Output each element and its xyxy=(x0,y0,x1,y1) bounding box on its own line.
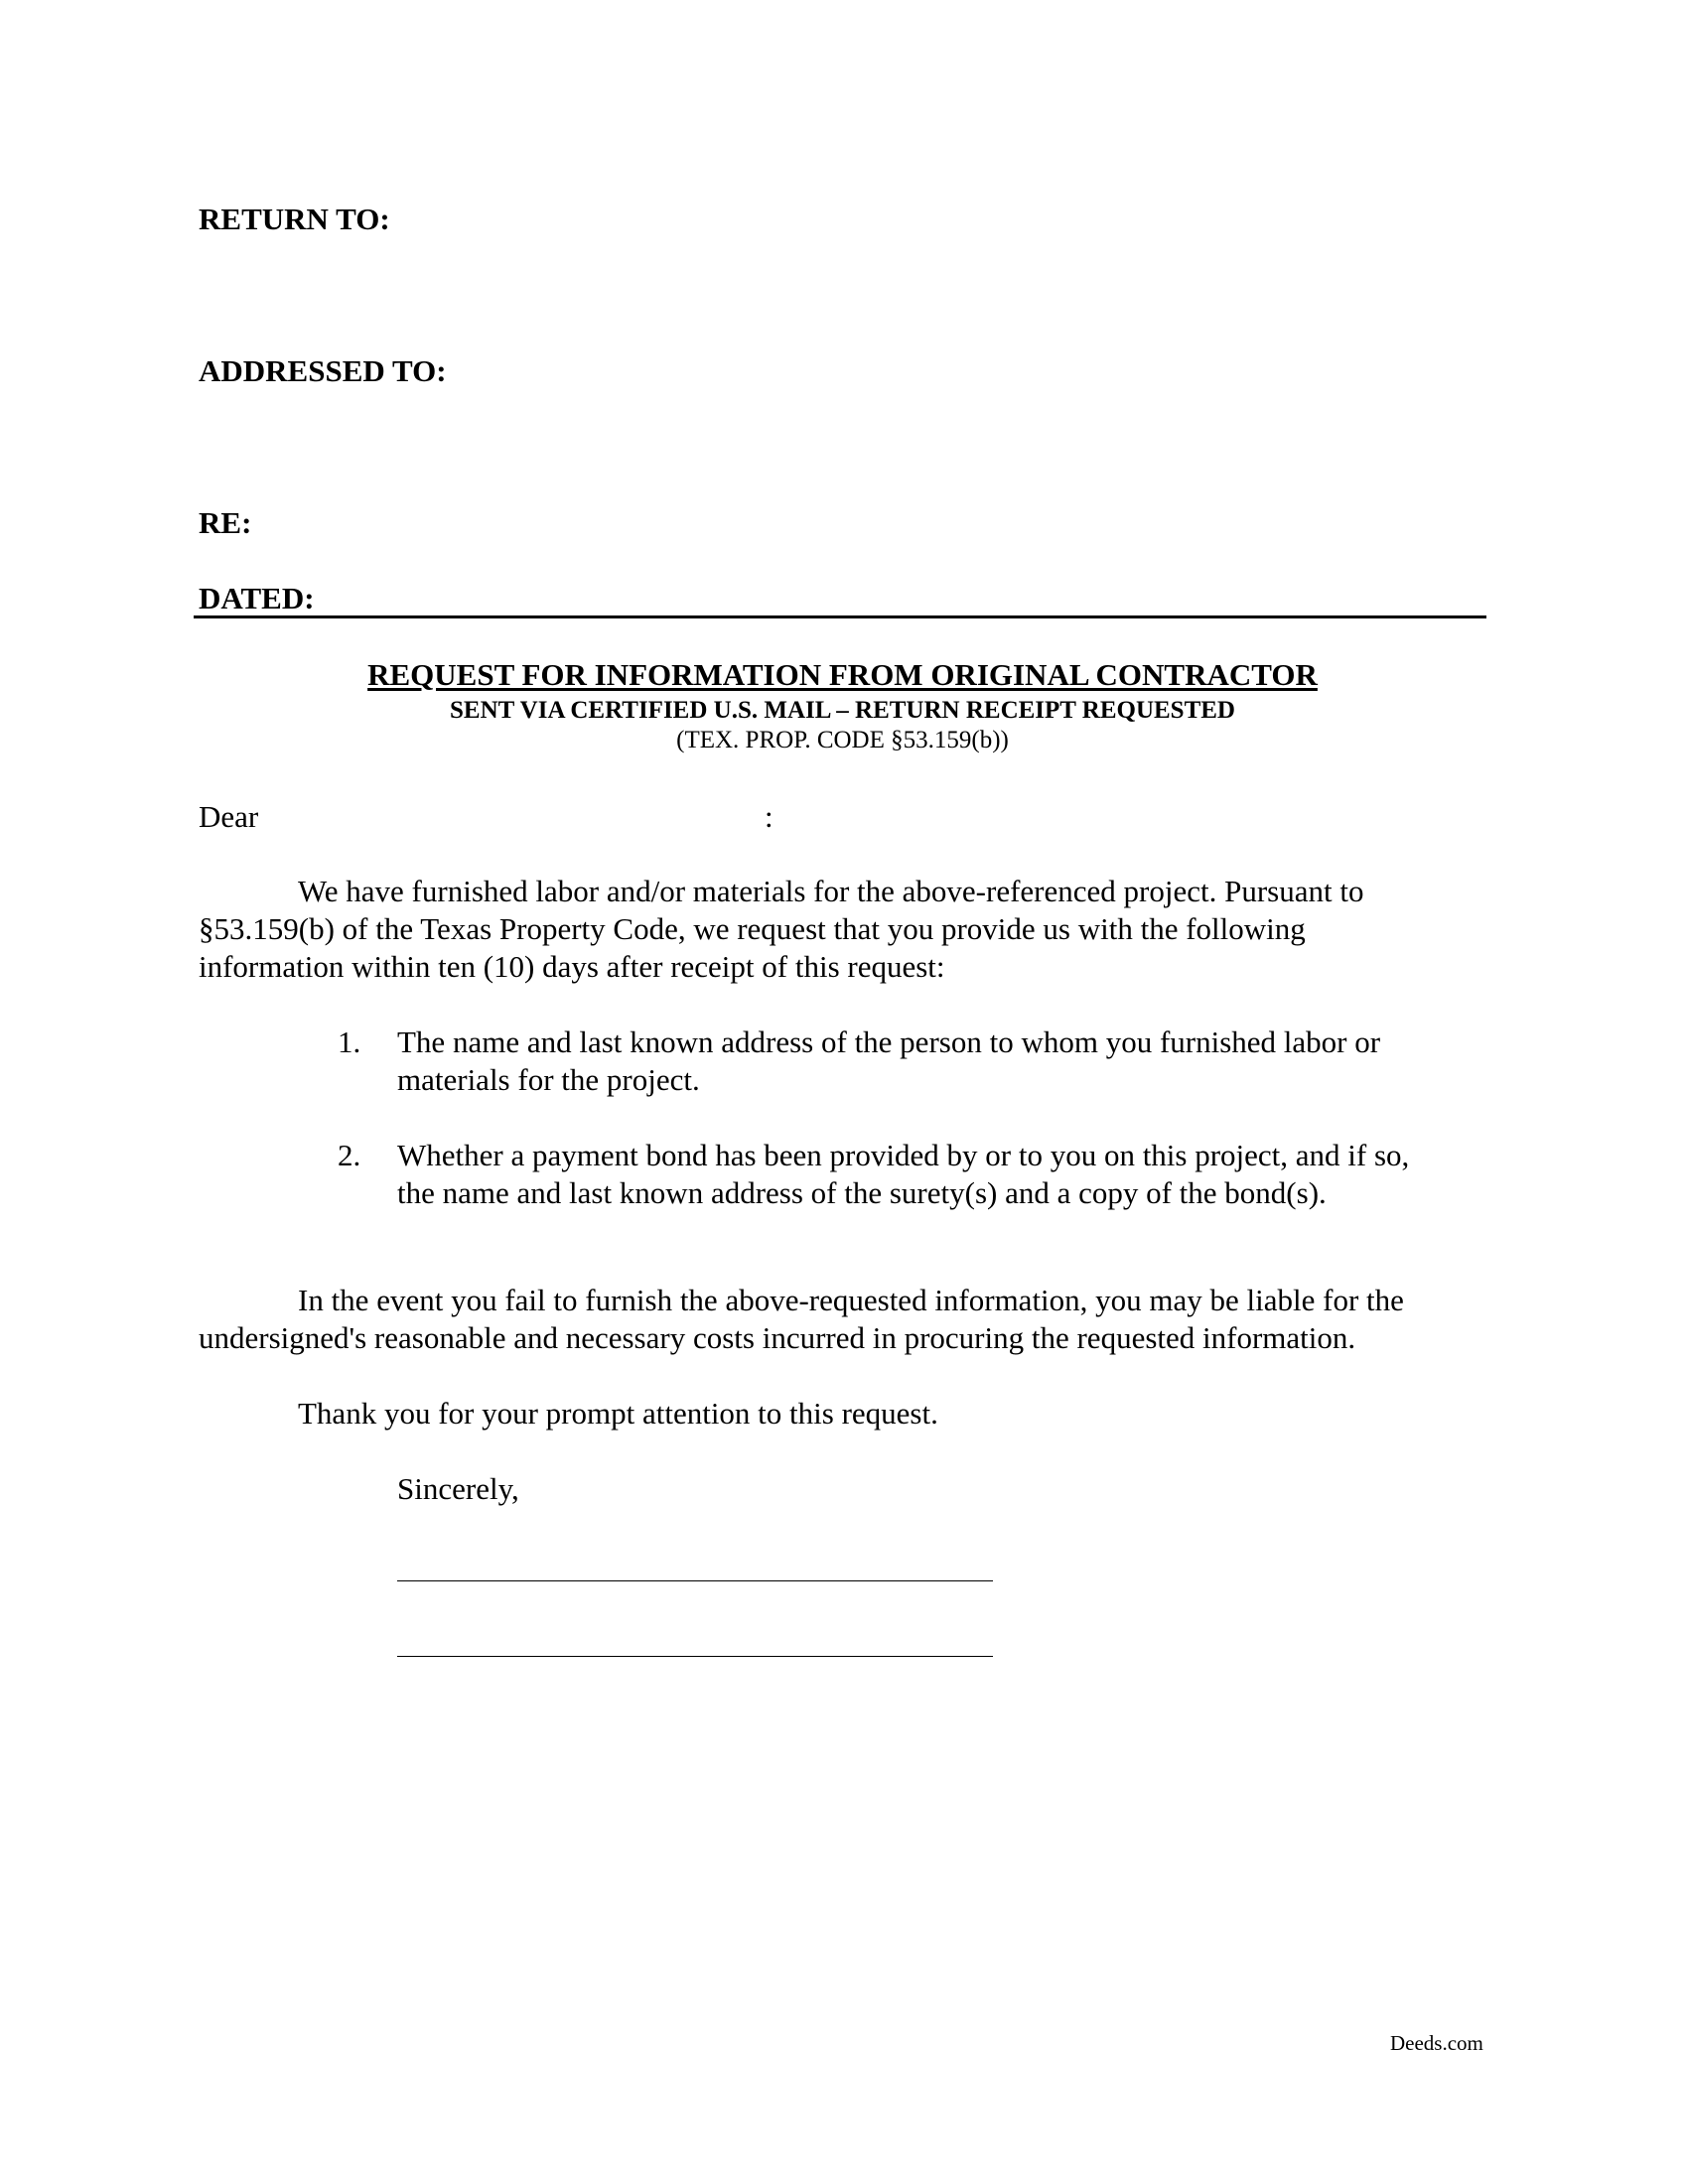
return-to-label: RETURN TO: xyxy=(199,202,390,236)
list-item-line: materials for the project. xyxy=(397,1062,700,1097)
thanks-paragraph xyxy=(199,1395,1499,1433)
liability-line-1: In the event you fail to furnish the above-requested information, you may be liable for the xyxy=(298,1283,1404,1317)
list-item-text xyxy=(397,1024,1380,1099)
signature-line xyxy=(397,1580,993,1581)
list-item-line: Whether a payment bond has been provided by or to you on this project, and if so, xyxy=(397,1138,1410,1172)
printed-name-line xyxy=(397,1656,993,1657)
dated-label: DATED: xyxy=(199,581,315,615)
closing-sincerely: Sincerely, xyxy=(397,1471,519,1506)
intro-line-2: §53.159(b) of the Texas Property Code, we request that you provide us with the following xyxy=(199,911,1306,946)
thanks-line: Thank you for your prompt attention to this request. xyxy=(298,1396,938,1431)
header-divider xyxy=(194,615,1486,618)
salutation-colon: : xyxy=(765,799,774,834)
list-item-number: 1. xyxy=(338,1024,361,1059)
statute-citation: (TEX. PROP. CODE §53.159(b)) xyxy=(676,727,1009,753)
list-item-number: 2. xyxy=(338,1138,361,1172)
intro-line-3: information within ten (10) days after receipt of this request: xyxy=(199,949,945,984)
footer-brand: Deeds.com xyxy=(1390,2031,1483,2055)
salutation-dear: Dear xyxy=(199,799,259,834)
intro-paragraph xyxy=(199,873,1499,986)
list-item-line: The name and last known address of the person to whom you furnished labor or xyxy=(397,1024,1381,1059)
liability-paragraph xyxy=(199,1282,1499,1357)
re-label: RE: xyxy=(199,505,252,540)
addressed-to-label: ADDRESSED TO: xyxy=(199,353,447,388)
liability-line-2: undersigned's reasonable and necessary costs incurred in procuring the requested information. xyxy=(199,1320,1356,1355)
intro-line-1: We have furnished labor and/or materials for the above-referenced project. Pursuant to xyxy=(298,874,1364,908)
list-item-line: the name and last known address of the surety(s) and a copy of the bond(s). xyxy=(397,1175,1327,1210)
list-item-text xyxy=(397,1137,1409,1212)
document-title: REQUEST FOR INFORMATION FROM ORIGINAL CONTRACTOR xyxy=(367,657,1318,692)
document-subtitle: SENT VIA CERTIFIED U.S. MAIL – RETURN RECEIPT REQUESTED xyxy=(450,697,1235,724)
